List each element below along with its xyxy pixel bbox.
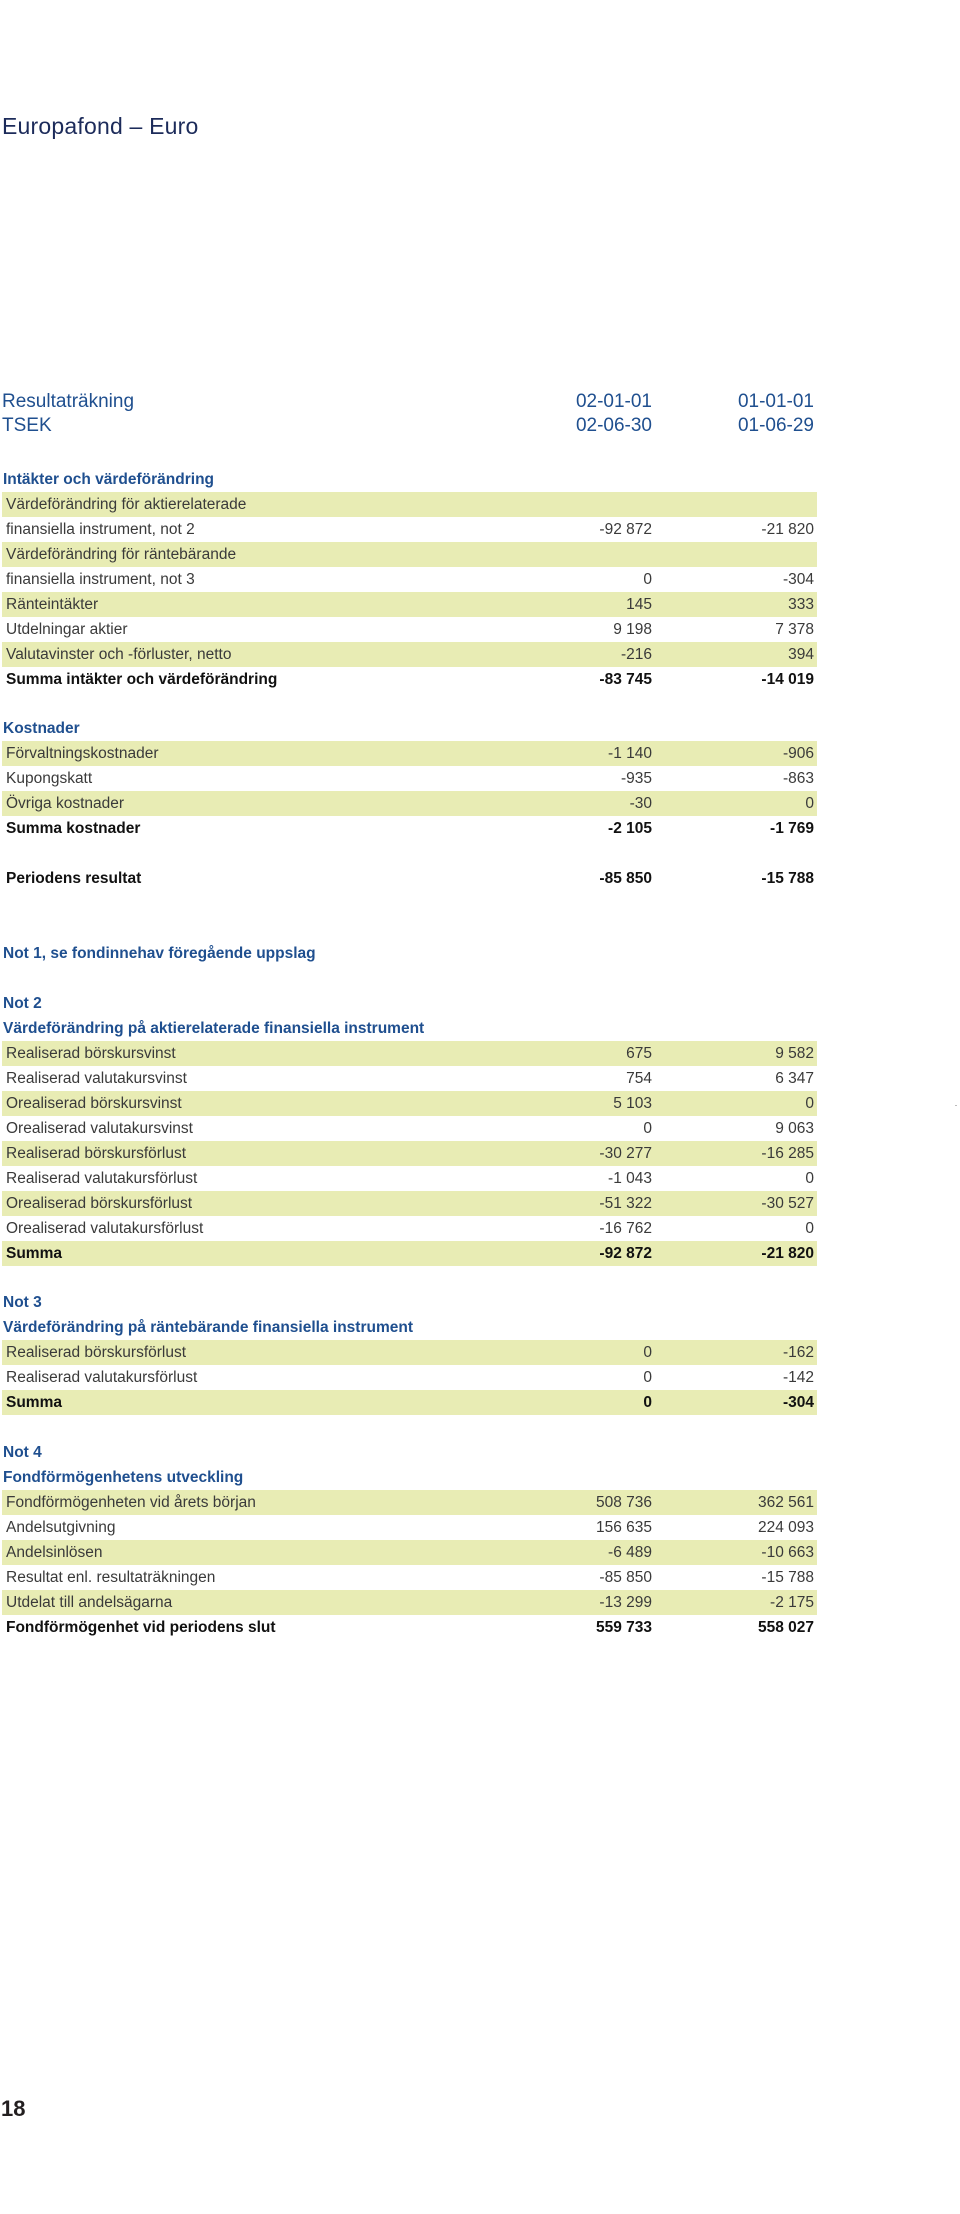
income-statement-header [2, 390, 817, 438]
costs-section-title: Kostnader [3, 719, 80, 737]
note-3-section [2, 1290, 817, 1415]
income-section [2, 467, 817, 692]
table-row [2, 1515, 817, 1540]
row-value-previous: -15 788 [761, 869, 814, 887]
table-row [2, 517, 817, 542]
row-label: Resultat enl. resultaträkningen [6, 1568, 216, 1586]
table-row [2, 642, 817, 667]
row-label: Kupongskatt [6, 769, 93, 787]
row-value-current: 675 [626, 1044, 652, 1062]
costs-section [2, 716, 817, 841]
row-value-current: -6 489 [608, 1543, 652, 1561]
row-label: Summa [6, 1393, 62, 1411]
note-2-section [2, 991, 817, 1266]
row-value-current: 0 [643, 570, 652, 588]
row-value-previous: 0 [805, 794, 814, 812]
row-value-previous: -14 019 [761, 670, 814, 688]
row-value-previous: -863 [782, 769, 814, 787]
row-value-current: -92 872 [599, 1244, 652, 1262]
table-row [2, 1066, 817, 1091]
row-value-current: 0 [643, 1368, 652, 1386]
row-value-current: -30 [629, 794, 652, 812]
row-value-current: -30 277 [599, 1144, 652, 1162]
table-row [2, 1091, 817, 1116]
row-value-current: 9 198 [613, 620, 652, 638]
row-value-previous: -906 [782, 744, 814, 762]
period-current-end: 02-06-30 [575, 415, 652, 436]
row-label: finansiella instrument, not 3 [6, 570, 195, 588]
row-label: Fondförmögenhet vid periodens slut [6, 1618, 276, 1636]
row-value-current: 508 736 [595, 1493, 652, 1511]
row-label: Andelsinlösen [6, 1543, 103, 1561]
row-value-current: -13 299 [599, 1593, 652, 1611]
row-value-previous: 0 [805, 1094, 814, 1112]
table-row [2, 1166, 817, 1191]
table-row [2, 1365, 817, 1390]
row-label: Orealiserad valutakursvinst [6, 1119, 193, 1137]
row-value-current: 5 103 [613, 1094, 652, 1112]
table-row [2, 1191, 817, 1216]
row-label: Orealiserad börskursförlust [6, 1194, 193, 1212]
row-value-current: 754 [626, 1069, 652, 1087]
row-label: Orealiserad börskursvinst [6, 1094, 182, 1112]
row-label: Ränteintäkter [6, 595, 99, 613]
table-row [2, 492, 817, 517]
row-value-previous: 7 378 [775, 620, 814, 638]
row-value-previous: 9 063 [775, 1119, 814, 1137]
row-value-current: -92 872 [599, 520, 652, 538]
income-section-title: Intäkter och värdeförändring [3, 470, 215, 488]
note-2-title: Not 2 [3, 994, 42, 1012]
table-row [2, 1490, 817, 1515]
row-value-current: 0 [643, 1343, 652, 1361]
period-current-start: 02-01-01 [575, 391, 652, 412]
note-2-subtitle: Värdeförändring på aktierelaterade finansiella instrument [3, 1019, 425, 1037]
row-value-current: 145 [626, 595, 652, 613]
row-value-previous: 9 582 [775, 1044, 814, 1062]
row-value-current: 559 733 [595, 1618, 652, 1636]
row-value-previous: -1 769 [770, 819, 814, 837]
table-row [2, 617, 817, 642]
note-4-total-row [2, 1615, 817, 1640]
row-label: Utdelningar aktier [6, 620, 128, 638]
row-label: Realiserad valutakursförlust [6, 1368, 198, 1386]
row-value-previous: -21 820 [761, 1244, 814, 1262]
row-value-current: -85 850 [599, 869, 652, 887]
table-row [2, 1590, 817, 1615]
note-4-title: Not 4 [3, 1443, 42, 1461]
row-value-current: -1 140 [608, 744, 652, 762]
period-previous-end: 01-06-29 [737, 415, 814, 436]
note-2-total-row [2, 1241, 817, 1266]
row-label: Förvaltningskostnader [6, 744, 159, 762]
page-title: Europafond – Euro [2, 113, 199, 139]
row-label: Summa kostnader [6, 819, 141, 837]
table-row [2, 542, 817, 567]
note-3-title: Not 3 [3, 1293, 42, 1311]
row-value-current: -216 [620, 645, 652, 663]
note-4-subtitle: Fondförmögenhetens utveckling [3, 1468, 244, 1486]
row-value-previous: -2 175 [770, 1593, 814, 1611]
table-row [2, 1116, 817, 1141]
row-value-current: -2 105 [608, 819, 652, 837]
page-number: 18 [1, 2096, 26, 2121]
row-value-previous: 0 [805, 1219, 814, 1237]
table-row [2, 592, 817, 617]
row-value-previous: -30 527 [761, 1194, 814, 1212]
row-value-previous: -21 820 [761, 520, 814, 538]
row-value-current: -83 745 [599, 670, 652, 688]
period-result-section [2, 866, 817, 891]
currency-unit: TSEK [2, 415, 52, 436]
row-value-previous: 558 027 [757, 1618, 814, 1636]
note-1-title: Not 1, se fondinnehav föregående uppslag [3, 944, 316, 962]
row-value-current: -51 322 [599, 1194, 652, 1212]
row-value-previous: -15 788 [761, 1568, 814, 1586]
table-row [2, 741, 817, 766]
row-label: Realiserad valutakursvinst [6, 1069, 187, 1087]
table-row [2, 567, 817, 592]
row-label: Periodens resultat [6, 869, 142, 887]
row-label: Valutavinster och -förluster, netto [6, 645, 232, 663]
table-row [2, 1340, 817, 1365]
row-value-previous: -304 [782, 1393, 814, 1411]
period-result-row [2, 866, 817, 891]
row-value-previous: 362 561 [757, 1493, 814, 1511]
note-4-section [2, 1440, 817, 1640]
row-value-previous: 333 [788, 595, 814, 613]
table-row [2, 1565, 817, 1590]
row-value-current: 156 635 [595, 1518, 652, 1536]
table-row [2, 791, 817, 816]
row-label: Realiserad börskursförlust [6, 1144, 187, 1162]
note-3-total-row [2, 1390, 817, 1415]
table-row [2, 1540, 817, 1565]
row-value-current: -1 043 [608, 1169, 652, 1187]
row-label: Orealiserad valutakursförlust [6, 1219, 204, 1237]
row-label: Utdelat till andelsägarna [6, 1593, 173, 1611]
note-3-subtitle: Värdeförändring på räntebärande finansiella instrument [3, 1318, 413, 1336]
table-row [2, 766, 817, 791]
row-value-previous: 0 [805, 1169, 814, 1187]
row-value-previous: -162 [782, 1343, 814, 1361]
row-value-current: 0 [643, 1119, 652, 1137]
table-row [2, 1216, 817, 1241]
row-label: Summa intäkter och värdeförändring [6, 670, 278, 688]
row-label: finansiella instrument, not 2 [6, 520, 195, 538]
note-1-section [2, 941, 817, 966]
row-label: Realiserad börskursförlust [6, 1343, 187, 1361]
row-label: Värdeförändring för räntebärande [6, 545, 237, 563]
statement-title: Resultaträkning [2, 391, 135, 412]
row-label: Realiserad valutakursförlust [6, 1169, 198, 1187]
row-value-previous: -10 663 [761, 1543, 814, 1561]
row-label: Fondförmögenheten vid årets början [6, 1493, 256, 1511]
row-value-previous: -16 285 [761, 1144, 814, 1162]
row-label: Övriga kostnader [6, 794, 125, 812]
row-label: Realiserad börskursvinst [6, 1044, 176, 1062]
table-row [2, 1041, 817, 1066]
row-value-previous: -304 [782, 570, 814, 588]
row-value-current: -16 762 [599, 1219, 652, 1237]
row-value-current: -935 [620, 769, 652, 787]
income-total-row [2, 667, 817, 692]
row-value-previous: -142 [782, 1368, 814, 1386]
row-value-previous: 224 093 [757, 1518, 814, 1536]
row-value-current: 0 [643, 1393, 652, 1411]
row-label: Summa [6, 1244, 62, 1262]
row-value-previous: 6 347 [775, 1069, 814, 1087]
table-row [2, 1141, 817, 1166]
margin-mark [955, 1105, 957, 1106]
row-value-current: -85 850 [599, 1568, 652, 1586]
row-value-previous: 394 [788, 645, 814, 663]
costs-total-row [2, 816, 817, 841]
row-label: Andelsutgivning [6, 1518, 116, 1536]
period-previous-start: 01-01-01 [737, 391, 814, 412]
row-label: Värdeförändring för aktierelaterade [6, 495, 247, 513]
